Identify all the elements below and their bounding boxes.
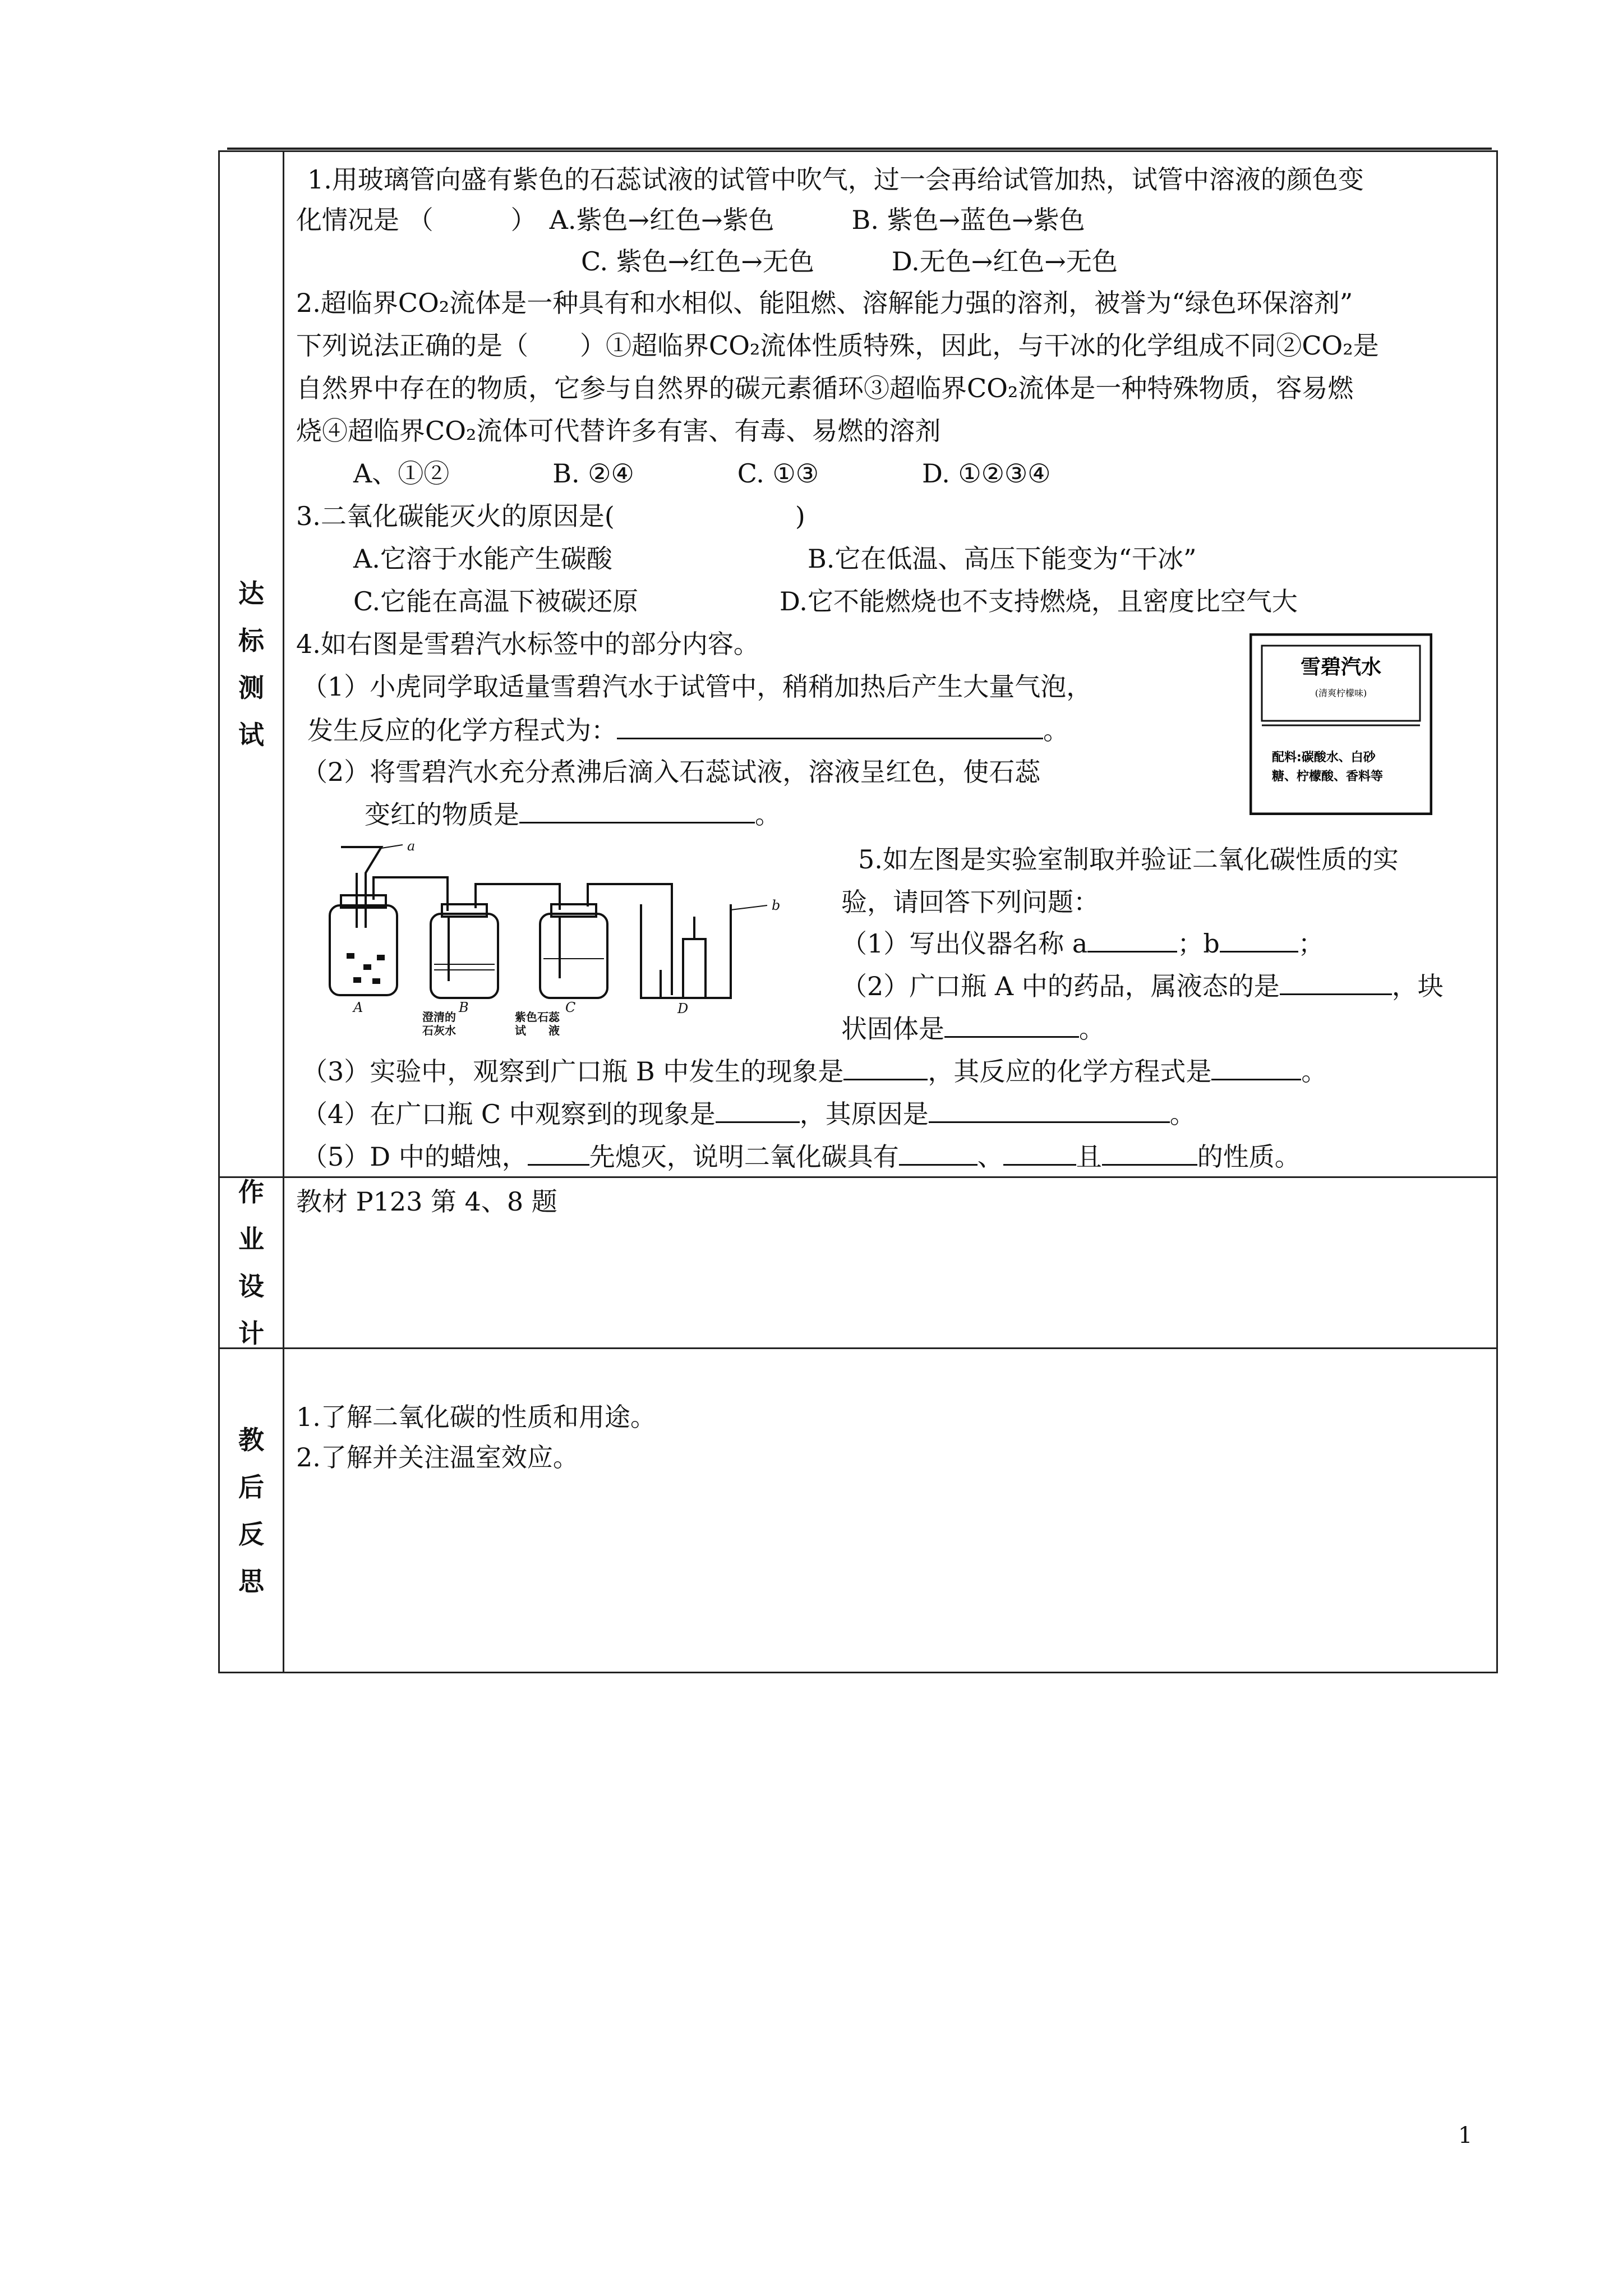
pointer-a (381, 845, 403, 848)
q5-property1-blank[interactable] (899, 1142, 978, 1166)
co2-apparatus-image (319, 844, 804, 1037)
q5-part5-sep: 、 (977, 1142, 1003, 1172)
q5-part3 (302, 1055, 1327, 1088)
q5-part2b-end: 。 (1079, 1014, 1105, 1044)
label-char: 设 (238, 1271, 264, 1301)
fig-limewater-2: 石灰水 (422, 1024, 456, 1037)
fig-litmus-2: 试 液 (515, 1024, 560, 1037)
q3-stem: 3.二氧化碳能灭火的原因是( ) (296, 501, 805, 531)
fig-label-b: b (772, 898, 781, 913)
sprite-label-image (1249, 633, 1432, 815)
q3-option-a: A.它溶于水能产生碳酸 (353, 544, 612, 574)
q2-line4: 烧④超临界CO₂流体可代替许多有害、有毒、易燃的溶剂 (296, 416, 941, 446)
q5-stem-2: 验，请回答下列问题： (841, 887, 1099, 917)
label-char: 业 (238, 1224, 264, 1254)
pointer-b (731, 905, 767, 910)
page-number: 1 (1458, 2123, 1473, 2148)
q4-period: 。 (1043, 715, 1069, 746)
q3-option-d: D.它不能燃烧也不支持燃烧，且密度比空气大 (780, 586, 1298, 616)
fig-limewater-1: 澄清的 (422, 1010, 456, 1024)
label-title: 雪碧汽水 (1300, 655, 1382, 679)
label-subtitle: (清爽柠檬味) (1315, 688, 1367, 698)
q5-b-blank[interactable] (1220, 928, 1298, 953)
fig-label-B: B (459, 1000, 469, 1015)
q4-substance-blank[interactable] (519, 799, 755, 823)
q5-part2-line2 (841, 1012, 1105, 1046)
q4-part1-text: 发生反应的化学方程式为： (307, 715, 617, 746)
column-divider (283, 152, 284, 1672)
q5-stem-1: 5.如左图是实验室制取并验证二氧化碳性质的实 (858, 844, 1399, 875)
label-char: 教 (238, 1424, 264, 1455)
beaker-d (641, 904, 731, 998)
q3-option-b: B.它在低温、高压下能变为“干冰” (808, 544, 1197, 574)
q5-solid-blank[interactable] (944, 1014, 1079, 1038)
fig-label-A: A (353, 1000, 363, 1015)
row-divider-1 (220, 1176, 1496, 1178)
section-label-test (220, 152, 283, 1176)
label-char: 测 (238, 673, 264, 703)
tube-b-c (476, 884, 560, 910)
label-char: 后 (238, 1471, 264, 1502)
label-char: 达 (238, 578, 264, 609)
q5-part4-mid: ，其原因是 (799, 1099, 929, 1129)
label-char: 反 (238, 1519, 264, 1549)
q5-part2-text: （2）广口瓶 A 中的药品，属液态的是 (841, 971, 1280, 1001)
marble-chip (372, 978, 380, 984)
q5-part1-end: ； (1298, 928, 1324, 959)
section-label-homework (220, 1178, 283, 1347)
q5-property3-blank[interactable] (1102, 1142, 1197, 1166)
q5-c-phenomenon-blank[interactable] (716, 1099, 800, 1123)
q5-a-blank[interactable] (1087, 928, 1177, 953)
q5-part5-end: 的性质。 (1197, 1142, 1301, 1172)
label-char: 思 (238, 1566, 264, 1596)
fig-label-D: D (677, 1001, 689, 1016)
section-label-reflection (220, 1349, 283, 1672)
label-char: 试 (238, 720, 264, 750)
q5-c-reason-blank[interactable] (929, 1099, 1170, 1123)
q5-part1 (841, 927, 1324, 960)
q5-part2-end: ，块 (1391, 971, 1444, 1001)
q5-part1-text: （1）写出仪器名称 a (841, 928, 1088, 959)
q2-options: A、①② B. ②④ C. ①③ D. ①②③④ (353, 458, 1051, 489)
q5-part4-end: 。 (1169, 1099, 1196, 1129)
q5-part3-text: （3）实验中，观察到广口瓶 B 中发生的现象是 (302, 1056, 844, 1087)
reflection-item-2: 2.了解并关注温室效应。 (296, 1442, 579, 1473)
marble-chip (363, 964, 371, 970)
fig-label-a: a (407, 844, 416, 854)
q5-part1-sep: ；b (1177, 928, 1220, 959)
q4-part2-text: 变红的物质是 (365, 799, 519, 830)
q4-part1-line1: （1）小虎同学取适量雪碧汽水于试管中，稍稍加热后产生大量气泡， (302, 671, 1092, 702)
q2-line3: 自然界中存在的物质，它参与自然界的碳元素循环③超临界CO₂流体是一种特殊物质，容易燃 (296, 373, 1354, 403)
marble-chip (377, 955, 385, 960)
bottle-a (330, 905, 397, 995)
q1-line1: 1.用玻璃管向盛有紫色的石蕊试液的试管中吹气，过一会再给试管加热，试管中溶液的颜色变 (307, 164, 1364, 195)
q4-period: 。 (755, 799, 781, 830)
fig-label-C: C (565, 1000, 576, 1015)
label-ingredients-1: 配料:碳酸水、白砂 (1272, 751, 1376, 765)
q2-line1: 2.超临界CO₂流体是一种具有和水相似、能阻燃、溶解能力强的溶剂，被誉为“绿色环保溶剂” (296, 288, 1353, 318)
q2-line2: 下列说法正确的是（ ）①超临界CO₂流体性质特殊，因此，与干冰的化学组成不同②CO₂是 (296, 330, 1379, 361)
header-rule (227, 148, 1492, 150)
marble-chip (347, 953, 354, 959)
q5-property2-blank[interactable] (1003, 1142, 1076, 1166)
long-neck-funnel (341, 847, 381, 928)
q4-stem: 4.如右图是雪碧汽水标签中的部分内容。 (296, 629, 759, 659)
q1-line3: C. 紫色→红色→无色 D.无色→红色→无色 (581, 246, 1118, 277)
q4-part2-line1: （2）将雪碧汽水充分煮沸后滴入石蕊试液，溶液呈红色，使石蕊 (302, 757, 1041, 787)
row-divider-2 (220, 1347, 1496, 1349)
label-char: 标 (238, 625, 264, 656)
q5-liquid-blank[interactable] (1280, 971, 1392, 995)
reflection-item-1: 1.了解二氧化碳的性质和用途。 (296, 1402, 656, 1432)
q4-equation-blank[interactable] (617, 715, 1043, 739)
bottle-b (431, 914, 498, 998)
q5-part3-mid: ，其反应的化学方程式是 (928, 1056, 1212, 1087)
q5-part3-end: 。 (1301, 1056, 1327, 1087)
homework-text: 教材 P123 第 4、8 题 (296, 1186, 557, 1217)
q5-part5-text: （5）D 中的蜡烛， (302, 1142, 528, 1172)
q5-part5-and: 且 (1076, 1142, 1102, 1172)
q5-part4-text: （4）在广口瓶 C 中观察到的现象是 (302, 1099, 716, 1129)
q5-part4 (302, 1097, 1196, 1131)
tube-c-d (588, 884, 672, 995)
bottle-c (540, 914, 607, 998)
q4-part1-line2 (307, 714, 1069, 747)
q5-part2b-text: 状固体是 (841, 1014, 944, 1044)
q5-part5-mid: 先熄灭，说明二氧化碳具有 (589, 1142, 899, 1172)
q5-b-equation-blank[interactable] (1211, 1056, 1301, 1080)
q3-option-c: C.它能在高温下被碳还原 (353, 586, 639, 616)
candle-step (683, 939, 706, 998)
label-char: 作 (238, 1177, 264, 1207)
q5-part2-line1 (841, 969, 1444, 1003)
marble-chip (353, 977, 361, 983)
q5-b-phenomenon-blank[interactable] (843, 1056, 928, 1080)
fig-litmus-1: 紫色石蕊 (515, 1010, 560, 1024)
label-char: 计 (238, 1318, 264, 1349)
q5-candle-blank[interactable] (528, 1142, 589, 1166)
label-ingredients-2: 糖、柠檬酸、香料等 (1272, 770, 1384, 784)
q4-part2-line2 (365, 798, 781, 831)
q5-part5 (302, 1140, 1301, 1174)
q1-line2: 化情况是 （ ） A.紫色→红色→紫色 B. 紫色→蓝色→紫色 (296, 205, 1085, 235)
